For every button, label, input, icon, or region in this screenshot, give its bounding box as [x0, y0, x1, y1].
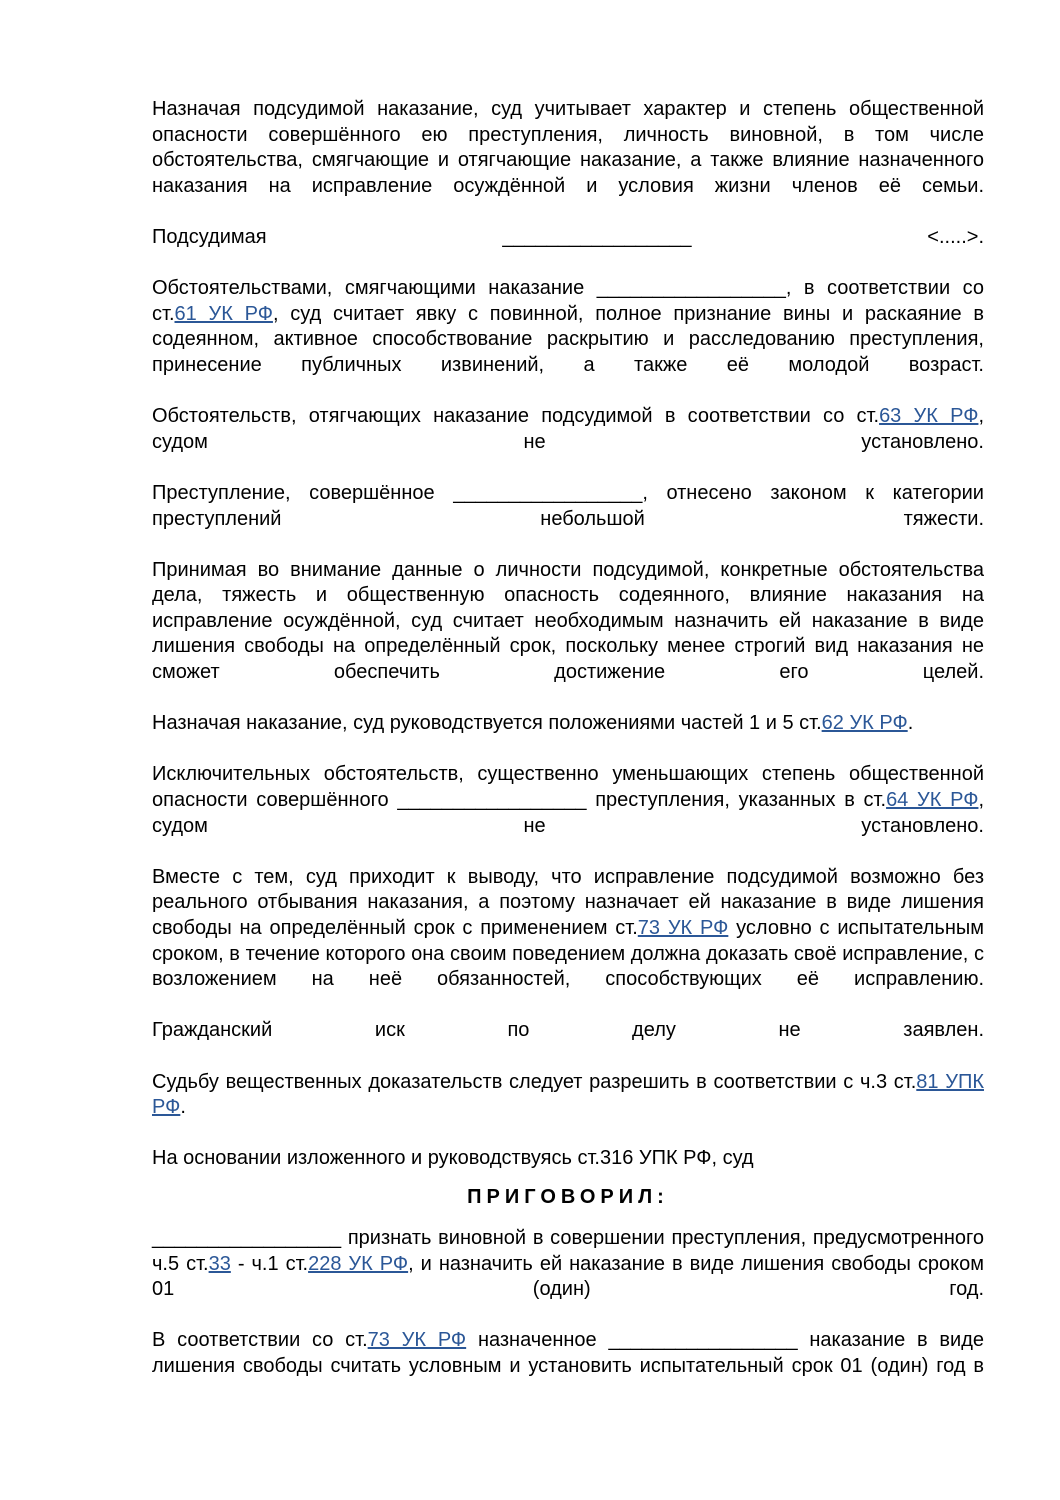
- paragraph-text: Назначая подсудимой наказание, суд учитывает характер и степень общественной опасности совершённого ею преступления, личность виновной, в том числе обстоятельства, смягчающие и отягчающие наказание, а также влияние назначенного наказания на исправление осуждённой и условия жизни членов её семьи.: [152, 98, 984, 197]
- law-link-73-second[interactable]: 73 УК РФ: [367, 1329, 467, 1352]
- law-link-63[interactable]: 63 УК РФ: [879, 405, 979, 428]
- paragraph-text: назначенное: [466, 1329, 597, 1352]
- paragraph-category: [152, 481, 984, 532]
- paragraph-considering: [152, 558, 984, 686]
- paragraph-text: Принимая во внимание данные о личности подсудимой, конкретные обстоятельства дела, тяжесть и общественную опасность содеянного, влияние наказания на исправление осуждённой, суд считает необходимым назначить ей наказание в виде лишения свободы на определённый срок, поскольку менее строгий вид наказания не сможет обеспечить достижение его целей.: [152, 558, 984, 684]
- paragraph-based-on: [152, 1146, 984, 1172]
- paragraph-text: Подсудимая: [152, 225, 267, 248]
- paragraph-text: , в соответствии со ст.: [152, 277, 984, 325]
- blank-field: _________________: [608, 1329, 798, 1352]
- paragraph-text: , судом не установлено.: [152, 405, 984, 453]
- verdict-heading: ПРИГОВОРИЛ:: [467, 1185, 669, 1208]
- paragraph-exceptional: [152, 762, 984, 839]
- paragraph-text: наказание в виде лишения свободы считать условным и установить испытательный срок 01 (один) год в: [152, 1329, 985, 1377]
- paragraph-punishment-factors: [152, 97, 984, 199]
- law-link-81[interactable]: 81 УПК РФ: [152, 1070, 984, 1119]
- paragraph-text: , суд считает явку с повинной, полное признание вины и раскаяние в содеянном, активное способствование раскрытию и расследованию преступления, принесение публичных извинений, а также её молодой возраст.: [152, 302, 984, 376]
- paragraph-text: признать виновной в совершении преступления, предусмотренного ч.5 ст.: [152, 1226, 984, 1275]
- paragraph-text: , отнесено законом к категории преступлений небольшой тяжести.: [152, 481, 984, 530]
- paragraph-text: На основании изложенного и руководствуясь ст.316 УПК РФ, суд: [152, 1147, 754, 1170]
- paragraph-mitigating: [152, 276, 984, 378]
- paragraph-text: - ч.1 ст.: [230, 1252, 309, 1275]
- law-link-33[interactable]: 33: [208, 1252, 231, 1275]
- paragraph-text: Назначая наказание, суд руководствуется положениями частей 1 и 5 ст.: [152, 712, 822, 735]
- paragraph-civil-claim: [152, 1018, 984, 1044]
- paragraph-conditional-sentence: [152, 1328, 984, 1379]
- paragraph-text: Гражданский иск по делу не заявлен.: [152, 1019, 984, 1042]
- law-link-61[interactable]: 61 УК РФ: [174, 302, 273, 325]
- paragraph-text: Судьбу вещественных доказательств следует разрешить в соответствии с ч.3 ст.: [152, 1070, 917, 1093]
- law-link-62[interactable]: 62 УК РФ: [821, 712, 908, 735]
- placeholder-text: <.....>.: [927, 225, 984, 248]
- paragraph-text: преступления, указанных в ст.: [595, 789, 887, 812]
- blank-field: _________________: [397, 789, 587, 812]
- paragraph-text: условно с испытательным сроком, в течение которого она своим поведением должна доказать своё исправление, с возложением на неё обязанностей, способствующих её исправлению.: [152, 917, 984, 991]
- blank-field: _________________: [453, 481, 643, 504]
- paragraph-text: Преступление, совершённое: [152, 481, 435, 504]
- paragraph-text: .: [180, 1096, 186, 1119]
- paragraph-text: .: [907, 712, 914, 735]
- blank-field: _________________: [502, 225, 692, 248]
- paragraph-verdict: [152, 1226, 984, 1303]
- law-link-73[interactable]: 73 УК РФ: [637, 917, 729, 939]
- paragraph-text: , судом не установлено.: [152, 789, 984, 837]
- paragraph-guided: [152, 711, 984, 737]
- paragraph-conditional: [152, 865, 984, 993]
- paragraph-defendant: [152, 225, 984, 251]
- paragraph-text: Исключительных обстоятельств, существенно уменьшающих степень общественной опасности совершённого: [152, 763, 984, 812]
- law-link-64[interactable]: 64 УК РФ: [886, 789, 979, 812]
- paragraph-aggravating: [152, 404, 984, 455]
- paragraph-text: В соответствии со ст.: [152, 1329, 368, 1352]
- paragraph-text: Вместе с тем, суд приходит к выводу, что исправление подсудимой возможно без реального отбывания наказания, а поэтому назначает ей наказание в виде лишения свободы на определённый срок с применением ст.: [152, 865, 984, 939]
- blank-field: _________________: [596, 277, 786, 300]
- paragraph-text: Обстоятельствами, смягчающими наказание: [152, 277, 585, 300]
- paragraph-text: Обстоятельств, отягчающих наказание подсудимой в соответствии со ст.: [152, 405, 880, 428]
- paragraph-evidence: [152, 1070, 984, 1121]
- blank-field: _________________: [152, 1226, 342, 1249]
- document-page: [152, 97, 984, 1380]
- law-link-228[interactable]: 228 УК РФ: [308, 1252, 409, 1275]
- paragraph-text: , и назначить ей наказание в виде лишения свободы сроком 01 (один) год.: [152, 1252, 984, 1301]
